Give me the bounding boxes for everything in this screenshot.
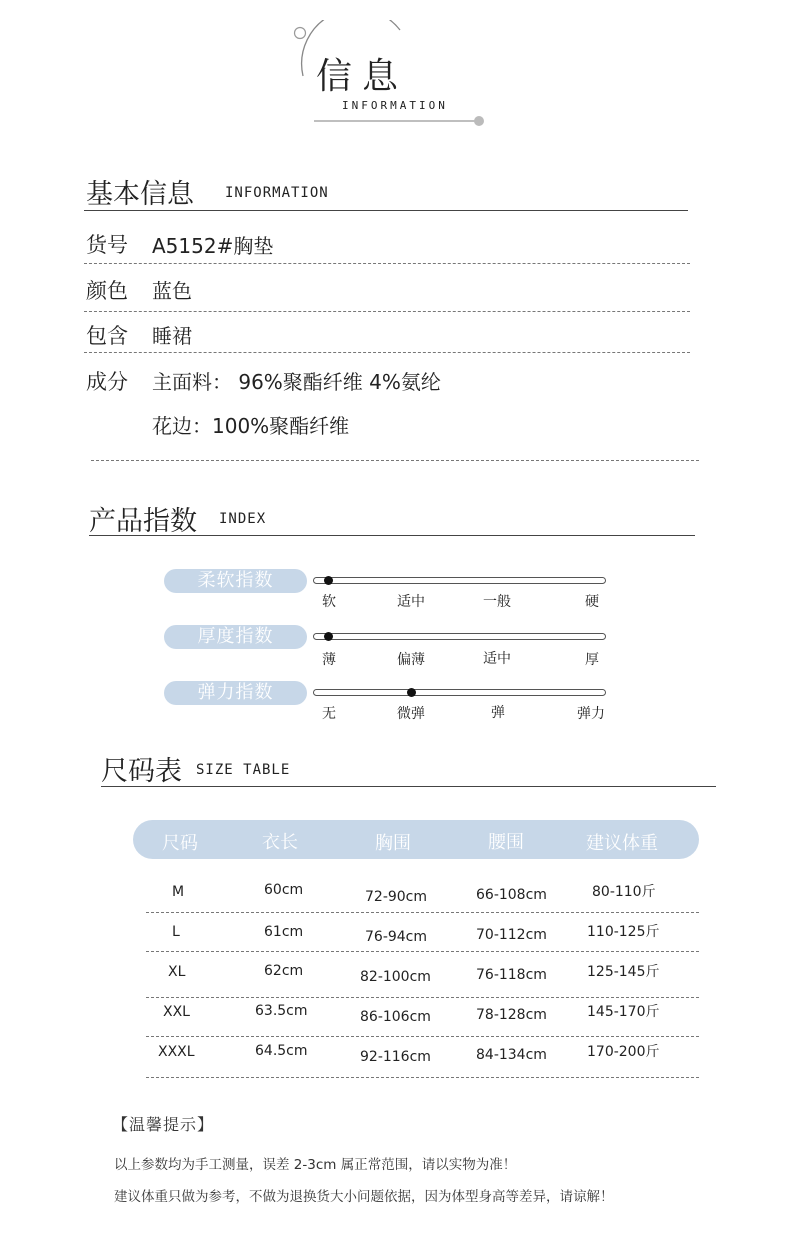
divider <box>84 352 690 353</box>
table-cell: 62cm <box>264 963 304 979</box>
table-cell: M <box>172 884 185 900</box>
table-cell: 76-94cm <box>365 929 428 945</box>
elasticity-tick: 微弹 <box>397 706 425 722</box>
table-cell: 82-100cm <box>360 969 431 985</box>
table-row-divider <box>146 1077 699 1078</box>
softness-index-marker <box>324 576 333 585</box>
header-subtitle: INFORMATION <box>342 99 448 112</box>
thickness-tick: 偏薄 <box>397 652 425 668</box>
elasticity-tick: 弹 <box>491 705 505 721</box>
header-size: 尺码 <box>162 833 198 854</box>
elasticity-index-marker <box>407 688 416 697</box>
table-cell: 125-145斤 <box>587 964 660 980</box>
softness-tick: 适中 <box>397 594 425 610</box>
thickness-tick: 厚 <box>585 652 599 668</box>
table-cell: 76-118cm <box>476 967 547 983</box>
color-label: 颜色 <box>86 279 128 303</box>
elasticity-index-label: 弹力指数 <box>164 681 307 705</box>
thickness-tick: 薄 <box>322 652 336 668</box>
divider <box>91 460 699 461</box>
header-waist: 腰围 <box>488 832 524 853</box>
header-chest: 胸围 <box>375 833 411 854</box>
thickness-index-track <box>313 633 606 640</box>
table-cell: 60cm <box>264 882 304 898</box>
table-cell: XL <box>168 964 186 980</box>
table-cell: 84-134cm <box>476 1047 547 1063</box>
header-length: 衣长 <box>262 832 298 853</box>
size-table-title: 尺码表 <box>101 756 182 787</box>
table-cell: 170-200斤 <box>587 1044 660 1060</box>
elasticity-index-track <box>313 689 606 696</box>
softness-tick: 软 <box>322 594 336 610</box>
basic-info-subtitle: INFORMATION <box>225 185 329 201</box>
color-value: 蓝色 <box>152 279 192 303</box>
table-row-divider <box>146 1036 699 1037</box>
tip-line: 以上参数均为手工测量，误差 2-3cm 属正常范围，请以实物为准！ <box>114 1157 517 1173</box>
softness-tick: 硬 <box>585 594 599 610</box>
elasticity-tick: 弹力 <box>577 706 605 722</box>
table-cell: XXXL <box>158 1044 195 1060</box>
index-subtitle: INDEX <box>219 511 267 527</box>
header-title: 信息 <box>316 56 409 97</box>
thickness-tick: 适中 <box>483 651 511 667</box>
header-weight: 建议体重 <box>586 833 658 854</box>
table-row-divider <box>146 997 699 998</box>
table-cell: 61cm <box>264 924 304 940</box>
table-cell: 86-106cm <box>360 1009 431 1025</box>
divider <box>84 311 690 312</box>
table-cell: 145-170斤 <box>587 1004 660 1020</box>
size-table-subtitle: SIZE TABLE <box>196 762 291 778</box>
index-rule <box>89 535 695 536</box>
table-row-divider <box>146 951 699 952</box>
table-cell: 63.5cm <box>255 1003 308 1019</box>
basic-info-title: 基本信息 <box>86 179 194 210</box>
composition-lace-value: 花边：100%聚酯纤维 <box>152 414 350 438</box>
basic-info-rule <box>84 210 688 211</box>
composition-value: 主面料： 96%聚酯纤维 4%氨纶 <box>152 370 441 394</box>
size-table-rule <box>101 786 716 787</box>
table-cell: 66-108cm <box>476 887 547 903</box>
table-cell: 92-116cm <box>360 1049 431 1065</box>
table-cell: XXL <box>163 1004 190 1020</box>
thickness-index-marker <box>324 632 333 641</box>
divider <box>84 263 690 264</box>
contents-label: 包含 <box>86 324 128 348</box>
table-row-divider <box>146 912 699 913</box>
softness-index-label: 柔软指数 <box>164 569 307 593</box>
thickness-index-label: 厚度指数 <box>164 625 307 649</box>
elasticity-tick: 无 <box>322 706 336 722</box>
composition-label: 成分 <box>86 370 128 394</box>
table-cell: 78-128cm <box>476 1007 547 1023</box>
item-number-label: 货号 <box>86 233 128 257</box>
softness-index-track <box>313 577 606 584</box>
table-cell: 80-110斤 <box>592 884 656 900</box>
table-cell: 110-125斤 <box>587 924 660 940</box>
table-cell: L <box>172 924 180 940</box>
tips-title: 【温馨提示】 <box>112 1115 215 1134</box>
index-title: 产品指数 <box>89 506 197 537</box>
table-cell: 72-90cm <box>365 889 428 905</box>
tip-line: 建议体重只做为参考，不做为退换货大小问题依据，因为体型身高等差异，请谅解！ <box>114 1189 614 1205</box>
item-number-value: A5152#胸垫 <box>152 234 274 258</box>
contents-value: 睡裙 <box>152 324 192 348</box>
softness-tick: 一般 <box>483 594 511 610</box>
table-cell: 64.5cm <box>255 1043 308 1059</box>
table-cell: 70-112cm <box>476 927 547 943</box>
